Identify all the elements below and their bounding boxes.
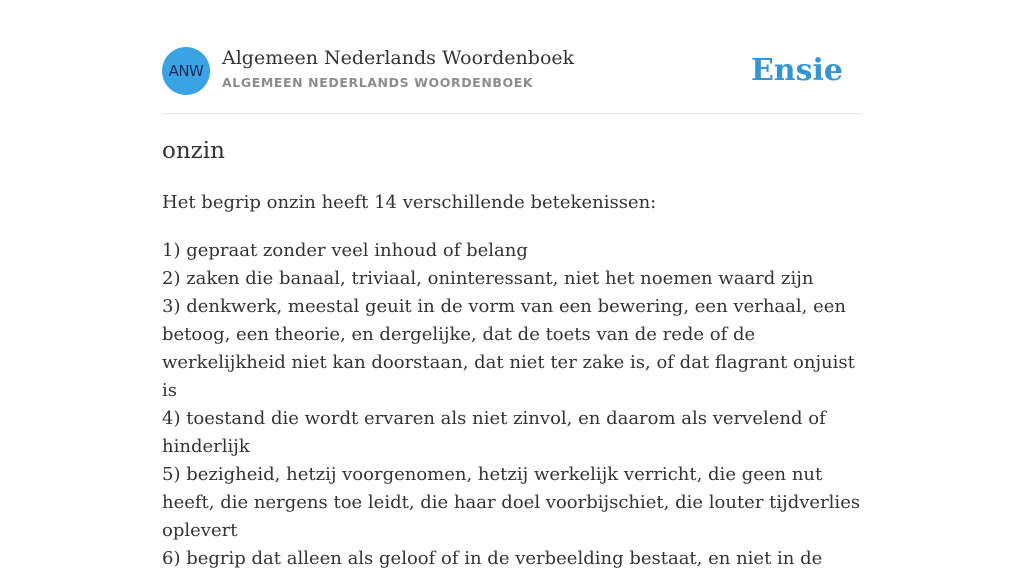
entry-word: onzin bbox=[162, 138, 225, 164]
meaning-item: 2) zaken die banaal, triviaal, oninteressant, niet het noemen waard zijn bbox=[162, 268, 814, 289]
anw-logo[interactable]: ANW bbox=[162, 47, 210, 95]
meaning-item: 4) toestand die wordt ervaren als niet zinvol, en daarom als vervelend of hinderlijk bbox=[162, 408, 826, 457]
entry-intro: Het begrip onzin heeft 14 verschillende betekenissen: bbox=[162, 192, 657, 213]
meaning-item: 3) denkwerk, meestal geuit in de vorm van een bewering, een verhaal, een betoog, een theorie, en dergelijke, dat de toets van de rede of de werkelijkheid niet kan doorstaan, dat niet ter zake is, of dat flagrant onjuist is bbox=[162, 296, 855, 401]
meaning-item: 1) gepraat zonder veel inhoud of belang bbox=[162, 240, 528, 261]
header-divider bbox=[162, 113, 862, 114]
meaning-item: 6) begrip dat alleen als geloof of in de verbeelding bestaat, en niet in de bbox=[162, 548, 823, 569]
source-header bbox=[162, 47, 862, 113]
entry-card bbox=[162, 0, 862, 569]
meaning-item: 5) bezigheid, hetzij voorgenomen, hetzij werkelijk verricht, die geen nut heeft, die nergens toe leidt, die haar doel voorbijschiet, die louter tijdverlies oplevert bbox=[162, 464, 861, 541]
ensie-logo[interactable]: Ensie bbox=[750, 53, 843, 88]
source-title[interactable]: Algemeen Nederlands Woordenboek bbox=[222, 47, 575, 69]
source-subtitle: ALGEMEEN NEDERLANDS WOORDENBOEK bbox=[222, 75, 534, 90]
meanings-list bbox=[162, 237, 862, 573]
